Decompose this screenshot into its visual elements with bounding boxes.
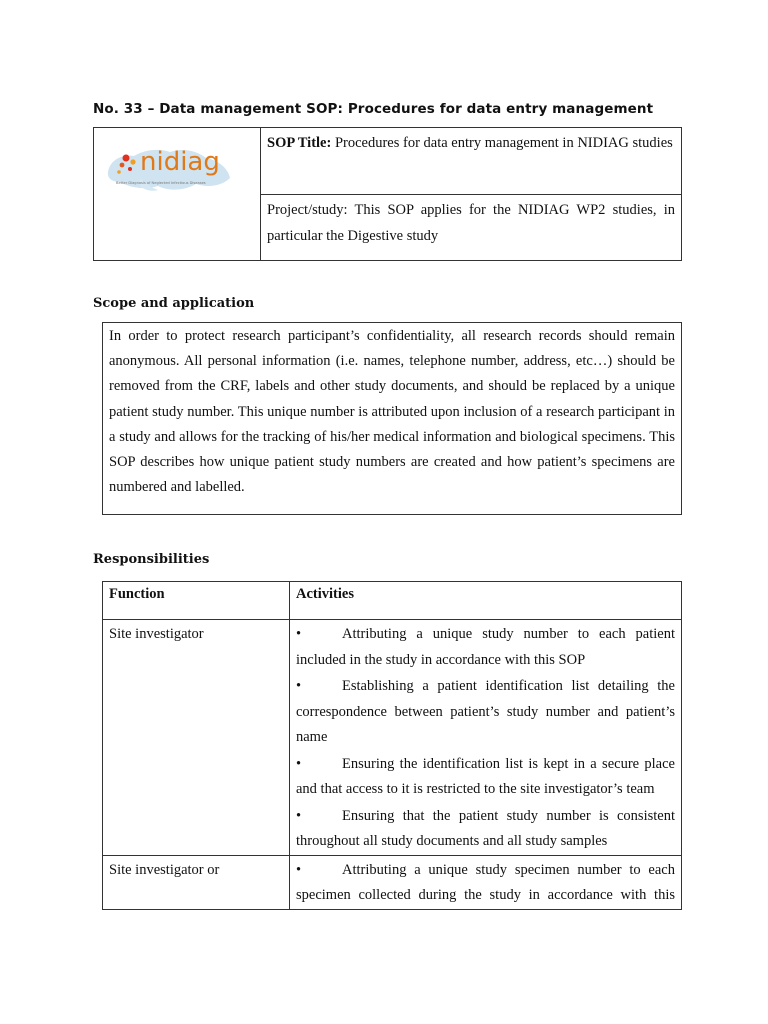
activities-cell (290, 855, 682, 909)
list-item: • Ensuring that the patient study number is consistent throughout all study documents and all study samples (296, 804, 675, 855)
project-study-cell: Project/study: This SOP applies for the NIDIAG WP2 studies, in particular the Digestive study (261, 195, 682, 261)
logo-cell (94, 128, 261, 261)
sop-title-cell (261, 128, 682, 195)
sop-info-table (93, 127, 682, 261)
table-row (103, 620, 682, 856)
sop-title-label: SOP Title: (267, 135, 332, 151)
list-item: • Ensuring the identification list is kept in a secure place and that access to it is restricted to the site investigator’s team (296, 752, 675, 803)
list-item: • Attributing a unique study specimen number to each specimen collected during the study in accordance with this (296, 858, 675, 909)
function-cell: Site investigator (103, 620, 290, 856)
page-title: No. 33 – Data management SOP: Procedures for data entry management (93, 101, 654, 117)
responsibilities-heading: Responsibilities (93, 552, 210, 567)
bullet-icon: • (296, 861, 302, 878)
bullet-icon: • (296, 807, 302, 824)
logo-tagline: Better Diagnosis of Neglected Infectious Diseases (116, 181, 206, 185)
nidiag-logo (100, 138, 236, 194)
bullet-icon: • (296, 626, 302, 642)
bullet-icon: • (296, 678, 302, 694)
list-item: • Establishing a patient identification list detailing the correspondence between patient’s study number and patient’s name (296, 674, 675, 751)
activities-cell (290, 620, 682, 856)
function-cell: Site investigator or (103, 855, 290, 909)
scope-text-box: In order to protect research participant’s confidentiality, all research records should remain anonymous. All personal information (i.e. names, telephone number, address, etc…) should be removed from the CRF, labels and other study documents, and should be replaced by a unique patient study number. This unique number is attributed upon inclusion of a research participant in a study and allows for the tracking of his/her medical information and biological specimens. This SOP describes how unique patient study numbers are created and how patient’s specimens are numbered and labelled. (102, 322, 682, 515)
scope-heading: Scope and application (93, 296, 255, 311)
bullet-icon: • (296, 755, 302, 772)
list-item: • Attributing a unique study number to each patient included in the study in accordance with this SOP (296, 622, 675, 673)
sop-title-value: Procedures for data entry management in NIDIAG studies (331, 135, 673, 151)
table-header-row (103, 582, 682, 620)
column-header-function: Function (103, 582, 290, 620)
responsibilities-table (102, 581, 682, 910)
logo-wordmark: nidiag (140, 147, 220, 177)
table-row (103, 855, 682, 909)
column-header-activities: Activities (290, 582, 682, 620)
